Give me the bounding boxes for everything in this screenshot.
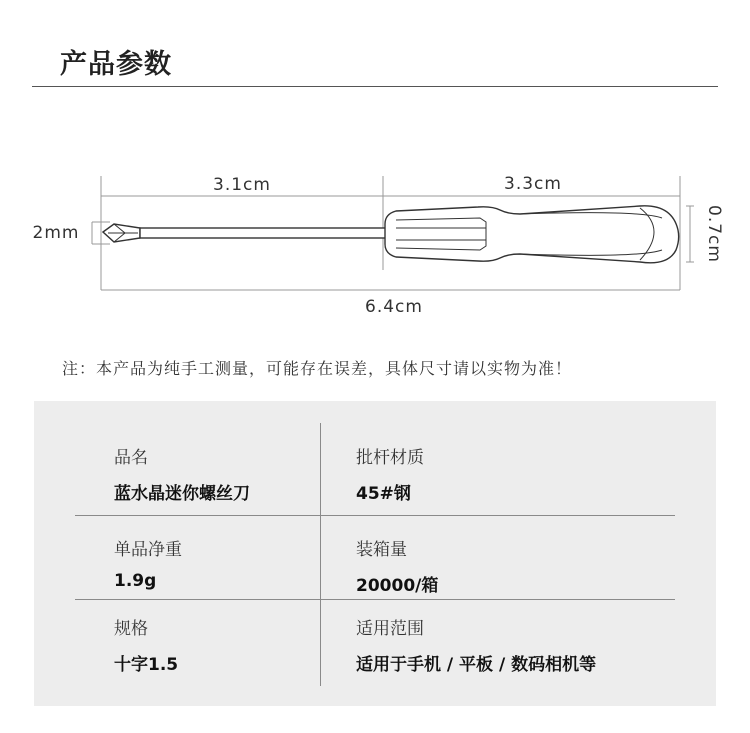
dimension-handle-length: 3.3cm: [504, 174, 562, 194]
spec-row-divider: [75, 515, 675, 516]
spec-label: 适用范围: [356, 619, 424, 639]
spec-item-net-weight: [114, 535, 182, 591]
screwdriver-tip: [103, 224, 140, 242]
spec-value: 十字1.5: [114, 655, 179, 675]
spec-label: 品名: [114, 448, 148, 468]
measurement-note: 注：本产品为纯手工测量，可能存在误差，具体尺寸请以实物为准！: [62, 359, 573, 378]
spec-label: 批杆材质: [356, 448, 424, 468]
spec-value: 20000/箱: [356, 576, 439, 596]
spec-value: 适用于手机 / 平板 / 数码相机等: [356, 655, 597, 675]
page-title: 产品参数: [60, 49, 172, 80]
spec-value: 蓝水晶迷你螺丝刀: [114, 484, 250, 504]
dimension-tip-width: 2mm: [32, 223, 80, 243]
dimension-total-length: 6.4cm: [365, 297, 423, 317]
spec-value: 1.9g: [114, 571, 157, 591]
spec-item-shaft-material: [356, 443, 424, 504]
spec-label: 装箱量: [356, 540, 407, 560]
screwdriver-handle: [385, 206, 679, 263]
spec-table: [34, 401, 716, 706]
spec-item-product-name: [114, 443, 250, 504]
dimension-tip-length: 3.1cm: [213, 175, 271, 195]
spec-label: 规格: [114, 619, 148, 639]
spec-item-box-quantity: [356, 535, 438, 596]
spec-item-specification: [114, 614, 178, 675]
screwdriver-dimension-diagram: [0, 0, 750, 340]
spec-item-applicable-range: [356, 614, 596, 675]
dimension-handle-height: 0.7cm: [704, 205, 724, 263]
spec-label: 单品净重: [114, 540, 182, 560]
spec-column-divider: [320, 423, 321, 686]
screwdriver-shaft: [140, 228, 392, 238]
spec-value: 45#钢: [356, 484, 411, 504]
spec-row-divider: [75, 599, 675, 600]
